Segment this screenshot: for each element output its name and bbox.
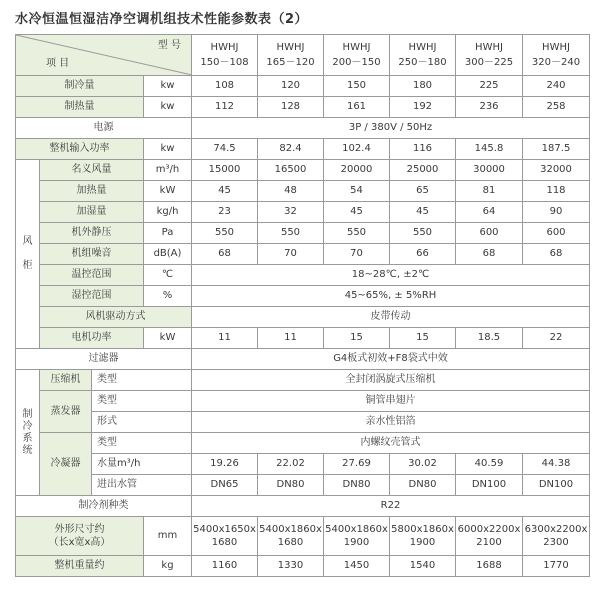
model-header-4: HWHJ 300－225: [456, 35, 523, 76]
row-label: 整机输入功率: [16, 139, 144, 160]
model-header-3: HWHJ 250－180: [390, 35, 456, 76]
cell-value: 225: [456, 76, 523, 97]
cell-value: 68: [456, 244, 523, 265]
cell-value: 30.02: [390, 454, 456, 475]
table-row-heating: [16, 97, 590, 118]
header-row: [16, 35, 590, 76]
row-sublabel: 类型: [92, 433, 192, 454]
table-row-input-power: [16, 139, 590, 160]
cell-value: 15: [324, 328, 390, 349]
cell-value: DN65: [192, 475, 258, 496]
cell-value: 65: [390, 181, 456, 202]
cell-value: 22: [523, 328, 590, 349]
cell-value: 112: [192, 97, 258, 118]
cell-value: 64: [456, 202, 523, 223]
row-unit: kW: [144, 181, 192, 202]
cell-value: 236: [456, 97, 523, 118]
cell-value: 180: [390, 76, 456, 97]
model-header-2: HWHJ 200－150: [324, 35, 390, 76]
cell-value: 1330: [258, 556, 324, 577]
cell-value: 48: [258, 181, 324, 202]
row-label: 加热量: [40, 181, 144, 202]
table-row-heater: [16, 181, 590, 202]
cell-value: 1540: [390, 556, 456, 577]
row-label: 风机驱动方式: [40, 307, 192, 328]
row-label: 外形尺寸约 （长x宽x高）: [16, 517, 144, 556]
cell-value: 1688: [456, 556, 523, 577]
row-unit: Pa: [144, 223, 192, 244]
cell-value: 68: [523, 244, 590, 265]
cell-value: 22.02: [258, 454, 324, 475]
cell-value: 1770: [523, 556, 590, 577]
row-unit: dB(A): [144, 244, 192, 265]
row-label: 制热量: [16, 97, 144, 118]
row-label: 湿控范围: [40, 286, 144, 307]
cell-value: 铜管串翅片: [192, 391, 590, 412]
model-header-0: HWHJ 150－108: [192, 35, 258, 76]
cell-value: 45: [192, 181, 258, 202]
table-row-motor-power: [16, 328, 590, 349]
row-unit: m³/h: [144, 160, 192, 181]
row-sublabel: 形式: [92, 412, 192, 433]
row-label: 加湿量: [40, 202, 144, 223]
cell-value: DN80: [258, 475, 324, 496]
row-label: 制冷剂种类: [16, 496, 192, 517]
row-unit: mm: [144, 517, 192, 556]
cell-value: 5400x1650x 1680: [192, 517, 258, 556]
row-unit: kw: [144, 97, 192, 118]
cell-value: G4板式初效+F8袋式中效: [192, 349, 590, 370]
spec-table: [15, 34, 590, 577]
cell-value: 118: [523, 181, 590, 202]
row-sublabel: 水量m³/h: [92, 454, 192, 475]
model-header-5: HWHJ 320－240: [523, 35, 590, 76]
row-label: 整机重量约: [16, 556, 144, 577]
cell-value: 128: [258, 97, 324, 118]
row-label: 名义风量: [40, 160, 144, 181]
table-row-condenser-pipe: [16, 475, 590, 496]
row-label: 过滤器: [16, 349, 192, 370]
table-row-humidity-range: [16, 286, 590, 307]
cell-value: 70: [324, 244, 390, 265]
cell-value: 6000x2200x 2100: [456, 517, 523, 556]
table-row-power-supply: [16, 118, 590, 139]
cell-value: 11: [258, 328, 324, 349]
row-label: 机外静压: [40, 223, 144, 244]
cell-value: 66: [390, 244, 456, 265]
cell-value: DN80: [324, 475, 390, 496]
table-row-fan-drive: [16, 307, 590, 328]
cell-value: 145.8: [456, 139, 523, 160]
table-row-compressor: [16, 370, 590, 391]
cell-value: 68: [192, 244, 258, 265]
row-label: 温控范围: [40, 265, 144, 286]
cell-value: 44.38: [523, 454, 590, 475]
table-row-condenser-flow: [16, 454, 590, 475]
page-title: 水冷恒温恒湿洁净空调机组技术性能参数表（2）: [15, 12, 309, 27]
cell-value: 1450: [324, 556, 390, 577]
row-sublabel: 类型: [92, 370, 192, 391]
cell-value: 15000: [192, 160, 258, 181]
table-row-refrigerant: [16, 496, 590, 517]
row-label: 电源: [16, 118, 192, 139]
cell-value: 5400x1860x 1680: [258, 517, 324, 556]
cell-value: 11: [192, 328, 258, 349]
cell-value: 15: [390, 328, 456, 349]
row-label: 压缩机: [40, 370, 92, 391]
row-unit: %: [144, 286, 192, 307]
cell-value: 550: [324, 223, 390, 244]
table-row-static-pressure: [16, 223, 590, 244]
table-row-evaporator-form: [16, 412, 590, 433]
row-unit: ℃: [144, 265, 192, 286]
cell-value: 全封闭涡旋式压缩机: [192, 370, 590, 391]
table-row-humidify: [16, 202, 590, 223]
group-label-fan-cabinet: 风 柜: [16, 160, 40, 349]
cell-value: 5800x1860x 1900: [390, 517, 456, 556]
row-unit: kw: [144, 76, 192, 97]
cell-value: 550: [258, 223, 324, 244]
cell-value: 550: [390, 223, 456, 244]
model-header-1: HWHJ 165－120: [258, 35, 324, 76]
cell-value: DN100: [456, 475, 523, 496]
cell-value: 20000: [324, 160, 390, 181]
table-row-weight: [16, 556, 590, 577]
cell-value: 25000: [390, 160, 456, 181]
row-unit: kg: [144, 556, 192, 577]
cell-value: 32: [258, 202, 324, 223]
row-label: 制冷量: [16, 76, 144, 97]
cell-value: 6300x2200x 2300: [523, 517, 590, 556]
cell-value: 102.4: [324, 139, 390, 160]
row-unit: kw: [144, 139, 192, 160]
row-label: 蒸发器: [40, 391, 92, 433]
group-label-refrigeration-system: 制 冷 系 统: [16, 370, 40, 496]
cell-value: 27.69: [324, 454, 390, 475]
cell-value: 187.5: [523, 139, 590, 160]
cell-value: 40.59: [456, 454, 523, 475]
cell-value: 1160: [192, 556, 258, 577]
cell-value: 108: [192, 76, 258, 97]
cell-value: 45: [390, 202, 456, 223]
item-header-label: 项 目: [46, 58, 70, 69]
cell-value: 45~65%, ± 5%RH: [192, 286, 590, 307]
cell-value: 550: [192, 223, 258, 244]
row-sublabel: 类型: [92, 391, 192, 412]
cell-value: 23: [192, 202, 258, 223]
table-row-cooling: [16, 76, 590, 97]
cell-value: 亲水性铝箔: [192, 412, 590, 433]
cell-value: 600: [456, 223, 523, 244]
row-label: 机组噪音: [40, 244, 144, 265]
cell-value: 192: [390, 97, 456, 118]
cell-value: 81: [456, 181, 523, 202]
cell-value: 19.26: [192, 454, 258, 475]
table-row-condenser-type: [16, 433, 590, 454]
cell-value: 18~28℃, ±2℃: [192, 265, 590, 286]
cell-value: 600: [523, 223, 590, 244]
model-header-label: 型 号: [157, 40, 181, 51]
row-unit: kW: [144, 328, 192, 349]
cell-value: 30000: [456, 160, 523, 181]
cell-value: 32000: [523, 160, 590, 181]
cell-value: 240: [523, 76, 590, 97]
cell-value: 258: [523, 97, 590, 118]
cell-value: 54: [324, 181, 390, 202]
cell-value: R22: [192, 496, 590, 517]
table-row-dimensions: [16, 517, 590, 556]
cell-value: 16500: [258, 160, 324, 181]
table-row-noise: [16, 244, 590, 265]
table-row-temp-range: [16, 265, 590, 286]
cell-value: 90: [523, 202, 590, 223]
row-unit: kg/h: [144, 202, 192, 223]
cell-value: 74.5: [192, 139, 258, 160]
row-label: 电机功率: [40, 328, 144, 349]
cell-value: 18.5: [456, 328, 523, 349]
cell-value: 5400x1860x 1900: [324, 517, 390, 556]
cell-value: 45: [324, 202, 390, 223]
row-label: 冷凝器: [40, 433, 92, 496]
cell-value: DN80: [390, 475, 456, 496]
cell-value: 161: [324, 97, 390, 118]
cell-value: DN100: [523, 475, 590, 496]
table-row-airflow: [16, 160, 590, 181]
cell-value: 120: [258, 76, 324, 97]
cell-value: 70: [258, 244, 324, 265]
cell-value: 116: [390, 139, 456, 160]
cell-value: 82.4: [258, 139, 324, 160]
row-sublabel: 进出水管: [92, 475, 192, 496]
cell-value: 内螺纹壳管式: [192, 433, 590, 454]
table-row-evaporator-type: [16, 391, 590, 412]
table-row-filter: [16, 349, 590, 370]
header-diagonal-cell: [16, 35, 192, 76]
cell-value: 150: [324, 76, 390, 97]
cell-value: 皮带传动: [192, 307, 590, 328]
cell-value: 3P / 380V / 50Hz: [192, 118, 590, 139]
